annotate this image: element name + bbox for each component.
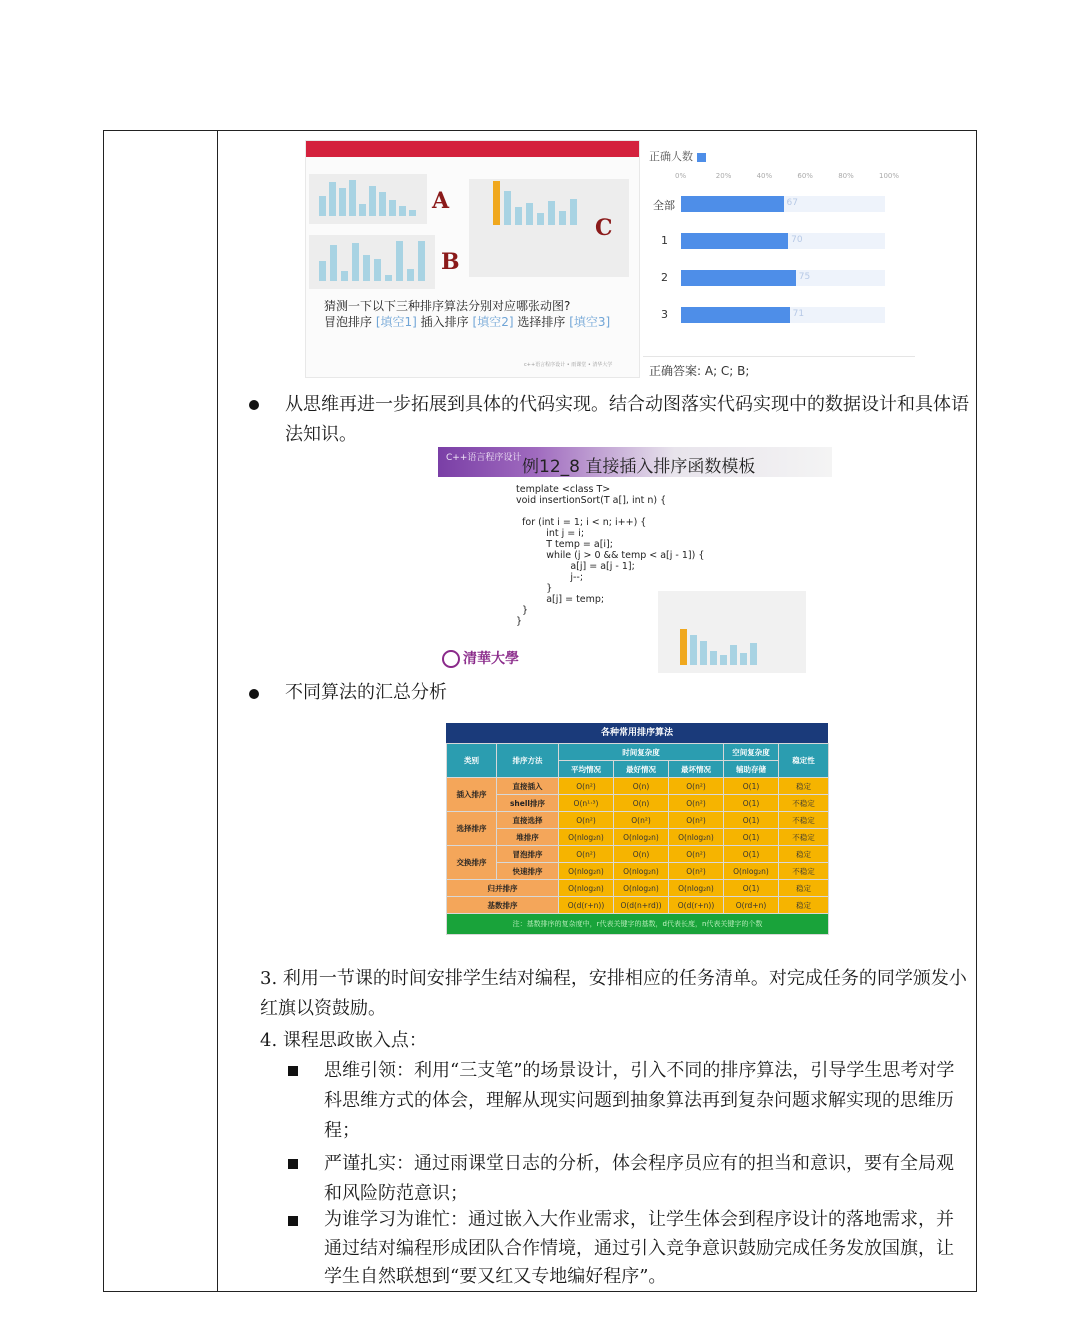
cell-avg: O(nlog₂n) xyxy=(559,863,614,880)
chart-separator xyxy=(643,356,915,357)
category-label: 1 xyxy=(661,234,668,247)
animation-thumb-b xyxy=(309,235,435,289)
cell-avg: O(n²) xyxy=(559,812,614,829)
column-divider xyxy=(217,130,218,1292)
method-cell: shell排序 xyxy=(497,795,559,812)
square-bullet xyxy=(288,1159,298,1169)
label-a: A xyxy=(432,188,450,214)
cell-worst: O(nlog₂n) xyxy=(669,829,724,846)
cell-stable: 稳定 xyxy=(779,846,829,863)
cell-worst: O(n²) xyxy=(669,846,724,863)
cell-avg: O(nlog₂n) xyxy=(559,829,614,846)
header-worst: 最坏情况 xyxy=(669,761,724,778)
method-cell: 基数排序 xyxy=(447,897,559,914)
header-space: 空间复杂度 xyxy=(724,744,779,761)
bar-track xyxy=(681,307,885,323)
cell-avg: O(d(r+n)) xyxy=(559,897,614,914)
square-bullet xyxy=(288,1066,298,1076)
cell-worst: O(d(r+n)) xyxy=(669,897,724,914)
sub-item-3: 为谁学习为谁忙：通过嵌入大作业需求，让学生体会到程序设计的落地需求，并通过结对编程形成团队合作情境，通过引入竞争意识鼓励完成任务发放国旗，让学生自然联想到“要又红又专地编好程序”。 xyxy=(324,1209,954,1287)
cell-aux: O(1) xyxy=(724,795,779,812)
axis-tick: 40% xyxy=(756,172,773,180)
bar xyxy=(681,307,790,323)
cell-aux: O(nlog₂n) xyxy=(724,863,779,880)
animation-thumb-a xyxy=(309,174,427,224)
table-note: 注：基数排序的复杂度中，r代表关键字的基数，d代表长度，n代表关键字的个数 xyxy=(447,914,829,935)
cell-worst: O(n²) xyxy=(669,812,724,829)
axis-tick: 80% xyxy=(838,172,854,180)
table-row xyxy=(447,829,829,846)
quiz-slide xyxy=(305,140,640,378)
method-cell: 直接插入 xyxy=(497,778,559,795)
code-slide-header xyxy=(438,447,832,477)
cell-worst: O(nlog₂n) xyxy=(669,880,724,897)
header-method: 排序方法 xyxy=(497,744,559,778)
sort-algorithm-table xyxy=(446,723,828,941)
cell-avg: O(n¹·³) xyxy=(559,795,614,812)
table-row xyxy=(447,863,829,880)
blank-label: 冒泡排序 xyxy=(324,315,373,329)
blank-3[interactable]: [填空3] xyxy=(569,315,611,329)
legend-swatch xyxy=(697,153,706,162)
university-logo xyxy=(442,648,519,668)
cell-stable: 不稳定 xyxy=(779,795,829,812)
cell-stable: 不稳定 xyxy=(779,829,829,846)
bar xyxy=(681,196,784,212)
bar-value: 71 xyxy=(792,309,805,319)
cell-stable: 不稳定 xyxy=(779,863,829,880)
chart-legend xyxy=(649,148,706,164)
axis-tick: 60% xyxy=(797,172,813,180)
legend-label: 正确人数 xyxy=(649,150,693,163)
correct-answer: 正确答案: A; C; B; xyxy=(649,364,750,378)
table-row xyxy=(447,795,829,812)
bullet-dot xyxy=(249,400,259,410)
header-stability: 稳定性 xyxy=(779,744,829,778)
cell-stable: 稳定 xyxy=(779,778,829,795)
cell-stable: 稳定 xyxy=(779,897,829,914)
table-row xyxy=(447,846,829,863)
header-time: 时间复杂度 xyxy=(559,744,724,761)
blank-1[interactable]: [填空1] xyxy=(375,315,417,329)
cell-avg: O(n²) xyxy=(559,778,614,795)
slide-header-bar xyxy=(306,141,639,157)
method-cell: 归并排序 xyxy=(447,880,559,897)
insertion-sort-animation xyxy=(658,591,806,673)
course-name: C++语言程序设计 xyxy=(446,453,522,463)
quiz-blanks xyxy=(324,313,610,330)
cell-aux: O(1) xyxy=(724,812,779,829)
cell-best: O(d(n+rd)) xyxy=(614,897,669,914)
table-row xyxy=(447,897,829,914)
table-row xyxy=(447,812,829,829)
header-aux: 辅助存储 xyxy=(724,761,779,778)
bar-track xyxy=(681,196,885,212)
category-label: 全部 xyxy=(653,199,675,212)
quiz-question: 猜测一下以下三种排序算法分别对应哪张动图? xyxy=(324,299,571,313)
category-cell: 交换排序 xyxy=(447,846,497,880)
slide-footer: c++语言程序设计 • 雨课堂 • 清华大学 xyxy=(524,362,613,368)
axis-tick: 0% xyxy=(675,172,687,180)
axis-tick: 100% xyxy=(879,172,900,180)
cell-best: O(n) xyxy=(614,846,669,863)
blank-2[interactable]: [填空2] xyxy=(472,315,514,329)
correct-count-chart xyxy=(643,140,915,380)
blank-label: 选择排序 xyxy=(517,315,566,329)
sub-item-1: 思维引领：利用“三支笔”的场景设计，引入不同的排序算法，引导学生思考对学科思维方式的体会，理解从现实问题到抽象算法再到复杂问题求解实现的思维历程； xyxy=(324,1060,955,1141)
bar-value: 75 xyxy=(798,272,811,282)
table-title: 各种常用排序算法 xyxy=(446,723,828,743)
header-category: 类别 xyxy=(447,744,497,778)
university-seal-icon xyxy=(442,650,460,668)
sub-item-2: 严谨扎实：通过雨课堂日志的分析，体会程序员应有的担当和意识，要有全局观和风险防范意识； xyxy=(324,1153,954,1204)
bar-value: 70 xyxy=(791,235,803,245)
cell-aux: O(1) xyxy=(724,846,779,863)
cell-worst: O(n²) xyxy=(669,778,724,795)
square-bullet xyxy=(288,1216,298,1226)
bar-track xyxy=(681,233,885,249)
cell-aux: O(1) xyxy=(724,829,779,846)
bar-value: 67 xyxy=(786,198,798,208)
logo-text: 清華大學 xyxy=(463,651,519,667)
category-cell: 选择排序 xyxy=(447,812,497,846)
code-block: template <class T> void insertionSort(T a[], int n) { for (int i = 1; i < n; i++) { int j = i; T temp = a[i]; while (j > 0 && temp < a[j - 1]) { a[j] = a[j - 1]; j--; } a[j] = temp; } } xyxy=(516,484,705,627)
cell-best: O(n) xyxy=(614,795,669,812)
cell-avg: O(n²) xyxy=(559,846,614,863)
method-cell: 直接选择 xyxy=(497,812,559,829)
cell-aux: O(1) xyxy=(724,778,779,795)
cell-worst: O(n²) xyxy=(669,863,724,880)
bullet2-text: 不同算法的汇总分析 xyxy=(285,682,447,703)
cell-best: O(n) xyxy=(614,778,669,795)
cell-best: O(nlog₂n) xyxy=(614,880,669,897)
code-slide-title: 例12_8 直接插入排序函数模板 xyxy=(522,457,756,477)
bar-track xyxy=(681,270,885,286)
cell-best: O(nlog₂n) xyxy=(614,863,669,880)
method-cell: 快速排序 xyxy=(497,863,559,880)
cell-stable: 稳定 xyxy=(779,880,829,897)
bar xyxy=(681,233,788,249)
category-label: 3 xyxy=(661,308,668,321)
bullet-dot xyxy=(249,689,259,699)
cell-best: O(nlog₂n) xyxy=(614,829,669,846)
category-label: 2 xyxy=(661,271,668,284)
axis-tick: 20% xyxy=(715,172,732,180)
cell-stable: 不稳定 xyxy=(779,812,829,829)
method-cell: 堆排序 xyxy=(497,829,559,846)
sort-table xyxy=(446,743,829,935)
table-row xyxy=(447,778,829,795)
cell-aux: O(rd+n) xyxy=(724,897,779,914)
label-b: B xyxy=(441,249,460,275)
bullet1-text: 从思维再进一步拓展到具体的代码实现。结合动图落实代码实现中的数据设计和具体语法知识。 xyxy=(285,394,969,445)
cell-aux: O(1) xyxy=(724,880,779,897)
item4-title: 4. 课程思政嵌入点： xyxy=(260,1030,427,1051)
item3-text: 3. 利用一节课的时间安排学生结对编程，安排相应的任务清单。对完成任务的同学颁发小红旗以资鼓励。 xyxy=(260,968,967,1019)
cell-best: O(n²) xyxy=(614,812,669,829)
cell-avg: O(nlog₂n) xyxy=(559,880,614,897)
header-avg: 平均情况 xyxy=(559,761,614,778)
label-c: C xyxy=(595,215,613,241)
category-cell: 插入排序 xyxy=(447,778,497,812)
table-row xyxy=(447,880,829,897)
bar xyxy=(681,270,796,286)
blank-label: 插入排序 xyxy=(420,315,469,329)
cell-worst: O(n²) xyxy=(669,795,724,812)
method-cell: 冒泡排序 xyxy=(497,846,559,863)
header-best: 最好情况 xyxy=(614,761,669,778)
